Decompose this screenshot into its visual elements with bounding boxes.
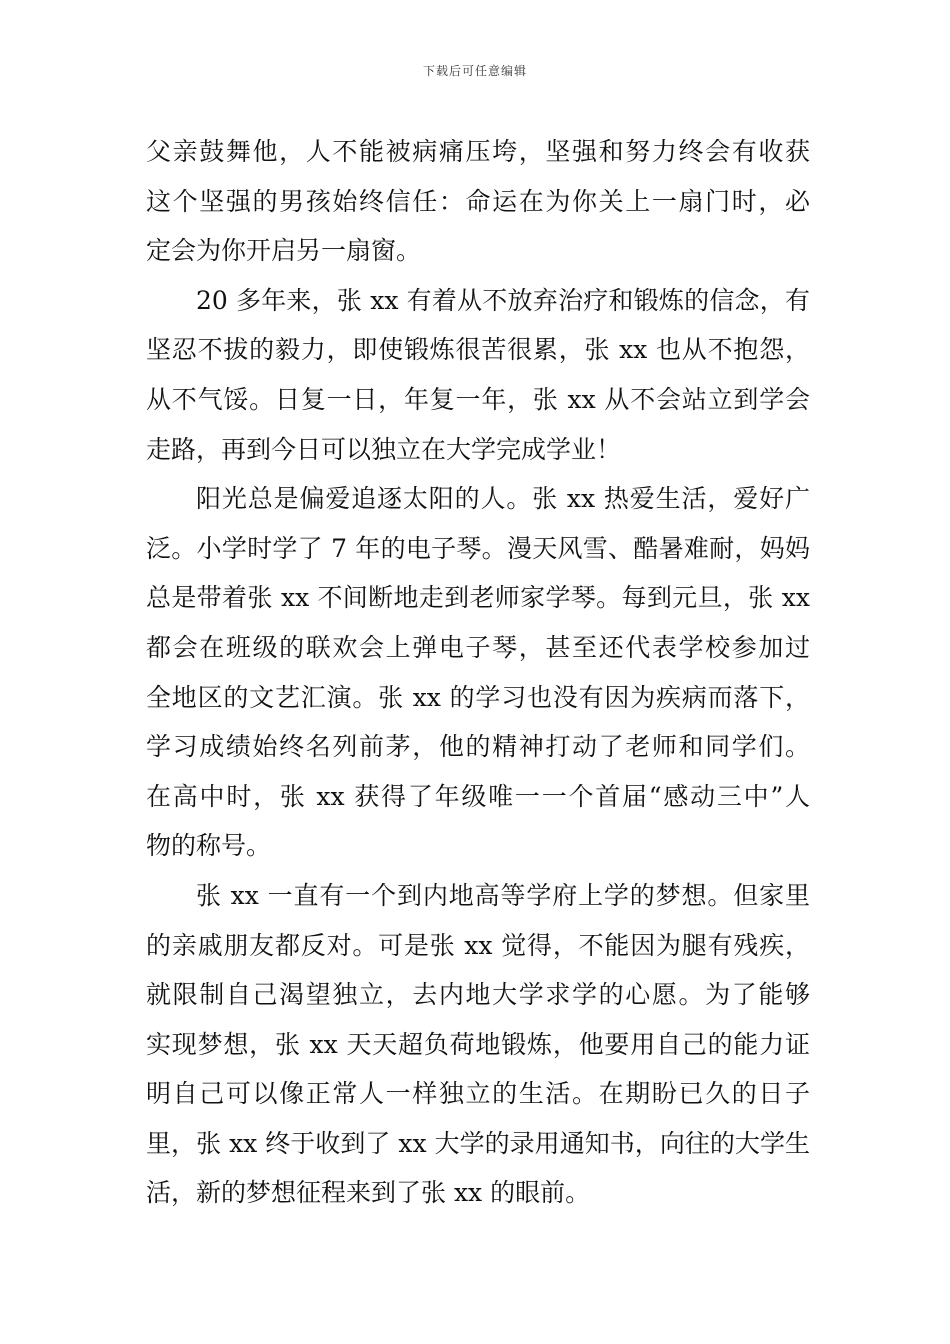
paragraph (146, 871, 810, 1218)
text-line: 这个坚强的男孩始终信任：命运在为你关上一扇门时，必 (146, 186, 810, 216)
text-line: 明自己可以像正常人一样独立的生活。在期盼已久的日子 (146, 1079, 810, 1109)
text-line: 在高中时，张 xx 获得了年级唯一一个首届“感动三中”人 (146, 781, 810, 811)
text-line: 全地区的文艺汇演。张 xx 的学习也没有因为疾病而落下， (146, 682, 810, 712)
text-line: 张 xx 一直有一个到内地高等学府上学的梦想。但家里 (196, 880, 810, 910)
text-line: 都会在班级的联欢会上弹电子琴，甚至还代表学校参加过 (146, 632, 810, 662)
paragraph (146, 276, 810, 474)
paragraph (146, 127, 810, 276)
text-line: 泛。小学时学了 7 年的电子琴。漫天风雪、酷暑难耐，妈妈 (146, 533, 810, 563)
text-line: 定会为你开启另一扇窗。 (146, 236, 422, 266)
page-header: 下载后可任意编辑 (422, 64, 527, 78)
text-line: 的亲戚朋友都反对。可是张 xx 觉得，不能因为腿有残疾， (146, 930, 810, 960)
text-line: 父亲鼓舞他，人不能被病痛压垮，坚强和努力终会有收获 (146, 137, 810, 166)
document-body (146, 127, 810, 1218)
text-line: 学习成绩始终名列前茅，他的精神打动了老师和同学们。 (146, 732, 810, 762)
paragraph (146, 474, 810, 871)
text-line: 物的称号。 (146, 831, 272, 861)
text-line: 走路，再到今日可以独立在大学完成学业！ (146, 434, 622, 464)
text-line: 里，张 xx 终于收到了 xx 大学的录用通知书，向往的大学生 (146, 1128, 810, 1158)
text-line: 坚忍不拔的毅力，即使锻炼很苦很累，张 xx 也从不抱怨， (146, 335, 810, 365)
text-line: 活，新的梦想征程来到了张 xx 的眼前。 (146, 1178, 591, 1208)
text-line: 实现梦想，张 xx 天天超负荷地锻炼，他要用自己的能力证 (146, 1029, 810, 1059)
text-line: 阳光总是偏爱追逐太阳的人。张 xx 热爱生活，爱好广 (196, 484, 810, 514)
text-line: 就限制自己渴望独立，去内地大学求学的心愿。为了能够 (146, 980, 810, 1010)
text-line: 从不气馁。日复一日，年复一年，张 xx 从不会站立到学会 (146, 384, 810, 414)
text-line: 20 多年来，张 xx 有着从不放弃治疗和锻炼的信念，有 (196, 285, 810, 315)
text-line: 总是带着张 xx 不间断地走到老师家学琴。每到元旦，张 xx (146, 583, 810, 613)
